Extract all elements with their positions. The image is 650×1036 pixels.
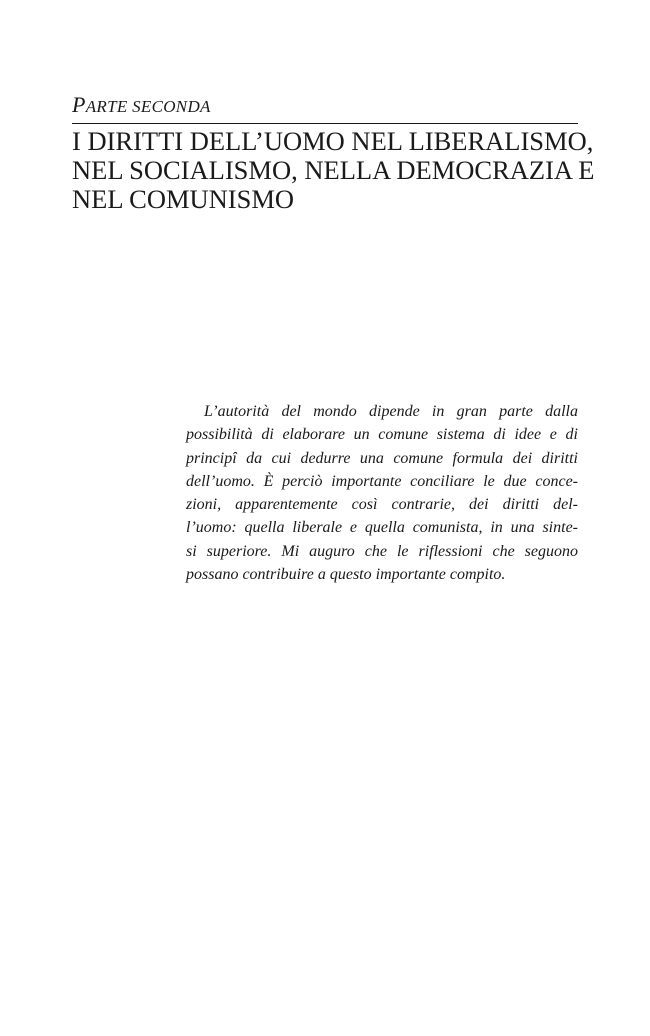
epigraph <box>186 400 578 586</box>
title-line: I DIRITTI DELL’UOMO NEL LIBERALISMO, <box>72 126 594 156</box>
epigraph-line: l’uomo: quella liberale e quella comunista, in una sinte- <box>186 519 578 537</box>
part-label-rest: ARTE SECONDA <box>85 97 211 116</box>
epigraph-line: possibilità di elaborare un comune sistema di idee e di <box>186 426 578 444</box>
epigraph-line: zioni, apparentemente così contrarie, dei diritti del- <box>186 496 578 514</box>
part-label-initial: P <box>72 92 86 117</box>
epigraph-line: principî da cui dedurre una comune formula dei diritti <box>186 449 578 467</box>
epigraph-line: L’autorità del mondo dipende in gran parte dalla <box>204 403 578 420</box>
header-rule <box>72 123 578 124</box>
epigraph-line: si superiore. Mi auguro che le riflessioni che seguono <box>186 542 578 560</box>
part-label <box>72 92 211 120</box>
epigraph-line: dell’uomo. È perciò importante conciliare le due conce- <box>186 472 578 490</box>
part-title <box>72 126 595 214</box>
epigraph-line: possano contribuire a questo importante compito. <box>186 566 506 584</box>
title-line: NEL COMUNISMO <box>72 184 295 214</box>
title-line: NEL SOCIALISMO, NELLA DEMOCRAZIA E <box>72 155 595 185</box>
